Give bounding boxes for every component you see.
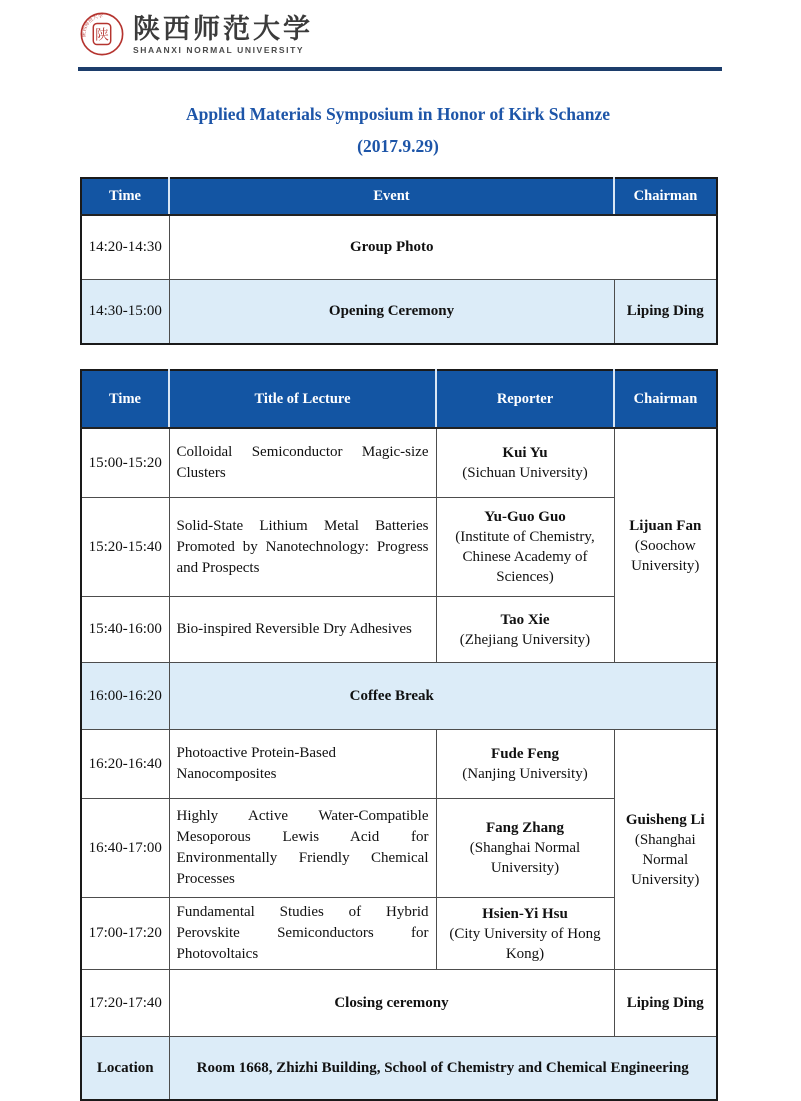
reporter-name: Yu-Guo Guo — [484, 509, 566, 525]
chairman-affiliation: (Shanghai Normal University) — [631, 831, 700, 888]
reporter-affiliation: (Sichuan University) — [462, 465, 588, 481]
seal-ring-text: 陕西师范大学 — [82, 14, 104, 38]
page-content — [80, 0, 716, 1101]
reporter-affiliation: (Zhejiang University) — [459, 631, 591, 648]
table2-header-row — [81, 370, 717, 428]
chairman-name: Guisheng Li — [625, 811, 705, 828]
table-row-coffee-break — [81, 663, 717, 730]
lecture-title-cell: Photoactive Protein-Based Nanocomposites — [169, 730, 436, 799]
chairman-cell: Liping Ding — [614, 970, 717, 1037]
chairman-cell-empty — [614, 663, 717, 730]
university-name-block — [133, 14, 313, 55]
time-cell: 17:00-17:20 — [81, 898, 169, 970]
reporter-cell — [436, 597, 614, 663]
time-cell: 15:00-15:20 — [81, 428, 169, 498]
table1-header-row — [81, 178, 717, 215]
reporter-affiliation: (Nanjing University) — [462, 766, 588, 782]
table1-header-time: Time — [81, 178, 169, 215]
table-row-opening-ceremony — [81, 280, 717, 345]
table-row-location — [81, 1037, 717, 1101]
reporter-affiliation: (City University of Hong Kong) — [449, 925, 601, 962]
table-row-group-photo — [81, 215, 717, 280]
reporter-cell — [436, 730, 614, 799]
session2-chairman-cell — [614, 730, 717, 970]
lecture-title-cell: Fundamental Studies of Hybrid Perovskite Semiconductors for Photovoltaics — [169, 898, 436, 970]
reporter-name: Fude Feng — [491, 746, 559, 762]
time-cell: 16:00-16:20 — [81, 663, 169, 730]
table1-header-event: Event — [169, 178, 614, 215]
university-name-chinese: 陕西师范大学 — [133, 13, 313, 44]
table-row-lecture-1 — [81, 428, 717, 498]
chairman-name: Lijuan Fan — [629, 517, 702, 534]
session1-chairman-cell — [614, 428, 717, 663]
header-divider-rule — [78, 67, 722, 71]
reporter-cell — [436, 799, 614, 898]
table2-header-reporter: Reporter — [436, 370, 614, 428]
lecture-title-cell: Highly Active Water-Compatible Mesoporous Lewis Acid for Environmentally Friendly Chemical Processes — [169, 799, 436, 898]
location-label-cell: Location — [81, 1037, 169, 1101]
reporter-affiliation: (Institute of Chemistry, Chinese Academy of Sciences) — [455, 529, 595, 585]
reporter-cell — [436, 428, 614, 498]
coffee-break-cell: Coffee Break — [169, 663, 614, 730]
table-row-closing-ceremony — [81, 970, 717, 1037]
time-cell: 14:30-15:00 — [81, 280, 169, 345]
chairman-affiliation: (Soochow University) — [631, 537, 700, 574]
symposium-title-date: (2017.9.29) — [357, 136, 439, 156]
closing-ceremony-cell: Closing ceremony — [169, 970, 614, 1037]
symposium-title — [80, 98, 716, 162]
event-cell: Group Photo — [169, 215, 614, 280]
reporter-affiliation: (Shanghai Normal University) — [469, 840, 581, 876]
table2-header-title: Title of Lecture — [169, 370, 436, 428]
reporter-cell — [436, 898, 614, 970]
seal-character: 陕 — [95, 27, 109, 43]
table-row-lecture-4 — [81, 730, 717, 799]
time-cell: 16:20-16:40 — [81, 730, 169, 799]
chairman-cell: Liping Ding — [614, 280, 717, 345]
university-name-english: SHAANXI NORMAL UNIVERSITY — [133, 44, 305, 55]
symposium-title-line1: Applied Materials Symposium in Honor of Kirk Schanze — [185, 104, 611, 124]
event-cell: Opening Ceremony — [169, 280, 614, 345]
table2-header-chairman: Chairman — [614, 370, 717, 428]
time-cell: 14:20-14:30 — [81, 215, 169, 280]
reporter-cell — [436, 498, 614, 597]
time-cell: 17:20-17:40 — [81, 970, 169, 1037]
reporter-name: Kui Yu — [502, 445, 548, 461]
reporter-name: Hsien-Yi Hsu — [482, 905, 568, 922]
time-cell: 16:40-17:00 — [81, 799, 169, 898]
chairman-cell-empty — [614, 215, 717, 280]
university-header — [80, 8, 716, 60]
reporter-name: Tao Xie — [500, 611, 550, 628]
opening-events-table — [80, 177, 718, 345]
table2-header-time: Time — [81, 370, 169, 428]
time-cell: 15:40-16:00 — [81, 597, 169, 663]
lecture-schedule-table — [80, 369, 718, 1101]
lecture-title-cell: Colloidal Semiconductor Magic-size Clusters — [169, 428, 436, 498]
university-seal-icon — [80, 12, 124, 56]
lecture-title-cell: Bio-inspired Reversible Dry Adhesives — [169, 597, 436, 663]
lecture-title-cell: Solid-State Lithium Metal Batteries Promoted by Nanotechnology: Progress and Prospects — [169, 498, 436, 597]
table1-header-chairman: Chairman — [614, 178, 717, 215]
time-cell: 15:20-15:40 — [81, 498, 169, 597]
location-value-cell: Room 1668, Zhizhi Building, School of Chemistry and Chemical Engineering — [169, 1037, 717, 1101]
reporter-name: Fang Zhang — [486, 820, 564, 836]
